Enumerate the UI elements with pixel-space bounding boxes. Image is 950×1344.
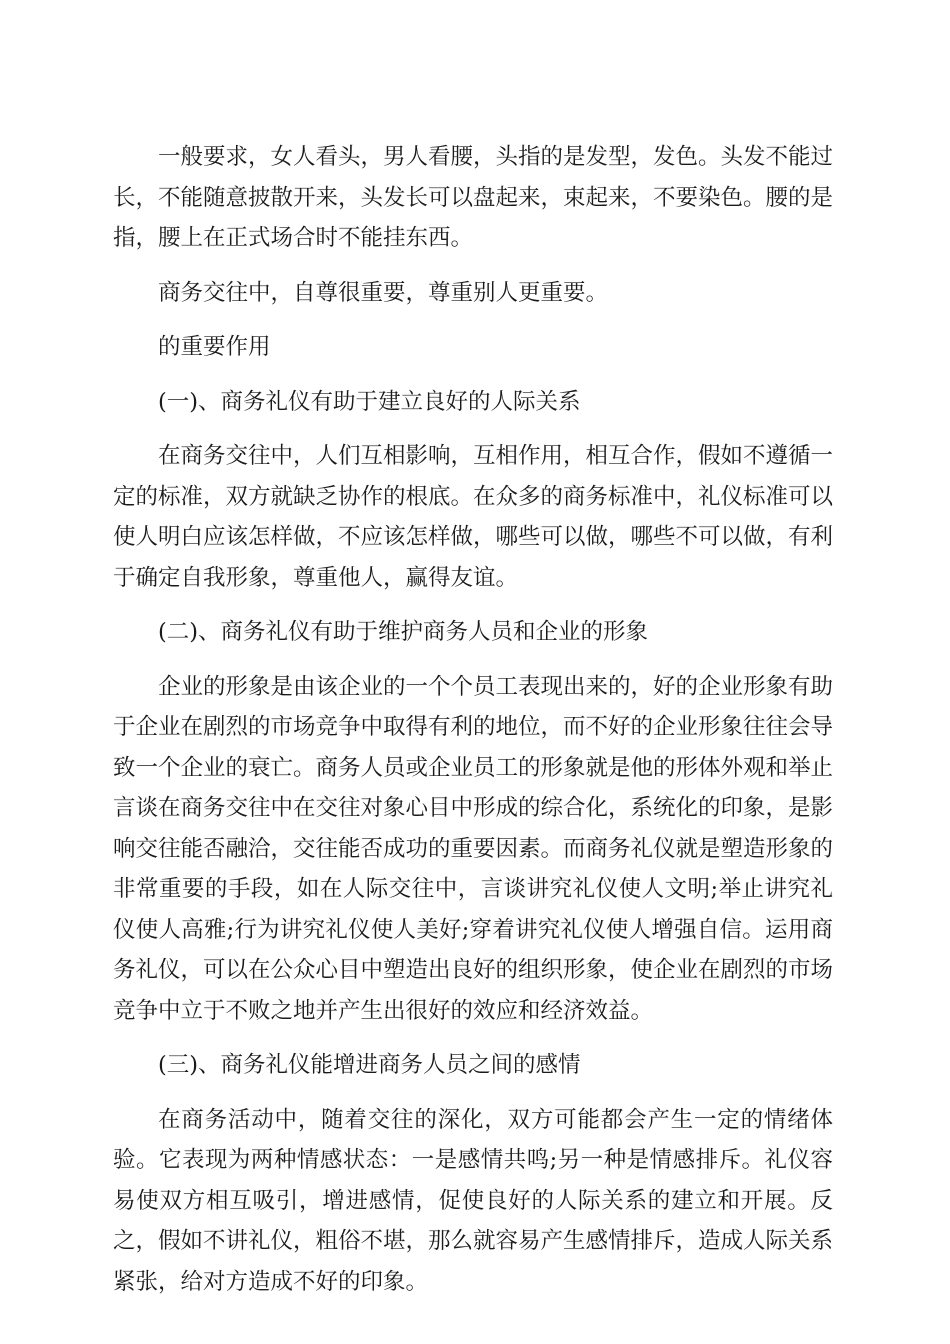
paragraph-respect: 商务交往中，自尊很重要，尊重别人更重要。 (158, 279, 609, 306)
section-heading-importance: 的重要作用 (158, 334, 271, 360)
subheading-image: (二)、商务礼仪有助于维护商务人员和企业的形象 (158, 619, 649, 645)
paragraph-image: 企业的形象是由该企业的一个个员工表现出来的，好的企业形象有助于企业在剧烈的市场竞争中取得有利的地位，而不好的企业形象往往会导致一个企业的衰亡。商务人员或企业员工的形象就是他的形体外观和举止言谈在商务交往中在交往对象心目中形成的综合化，系统化的印象，是影响交往能否融洽，交往能否成功的重要因素。而商务礼仪就是塑造形象的非常重要的手段，如在人际交往中，言谈讲究礼仪使人文明;举止讲究礼仪使人高雅;行为讲究礼仪使人美好;穿着讲究礼仪使人增强自信。运用商务礼仪，可以在公众心目中塑造出良好的组织形象，使企业在剧烈的市场竞争中立于不败之地并产生出很好的效应和经济效益。 (113, 673, 834, 1024)
document-page (113, 137, 833, 1316)
subheading-relationships: (一)、商务礼仪有助于建立良好的人际关系 (158, 388, 581, 415)
subheading-emotions: (三)、商务礼仪能增进商务人员之间的感情 (158, 1052, 581, 1078)
paragraph-relationships: 在商务交往中，人们互相影响，互相作用，相互合作，假如不遵循一定的标准，双方就缺乏协作的根底。在众多的商务标准中，礼仪标准可以使人明白应该怎样做，不应该怎样做，哪些可以做，哪些不可以做，有利于确定自我形象，尊重他人，赢得友谊。 (113, 443, 834, 591)
paragraph-emotions: 在商务活动中，随着交往的深化，双方可能都会产生一定的情绪体验。它表现为两种情感状态：一是感情共鸣;另一种是情感排斥。礼仪容易使双方相互吸引，增进感情，促使良好的人际关系的建立和开展。反之，假如不讲礼仪，粗俗不堪，那么就容易产生感情排斥，造成人际关系紧张，给对方造成不好的印象。 (113, 1106, 834, 1295)
paragraph-dress-requirements: 一般要求，女人看头，男人看腰，头指的是发型，发色。头发不能过长，不能随意披散开来，头发长可以盘起来，束起来，不要染色。腰的是指，腰上在正式场合时不能挂东西。 (113, 144, 834, 251)
